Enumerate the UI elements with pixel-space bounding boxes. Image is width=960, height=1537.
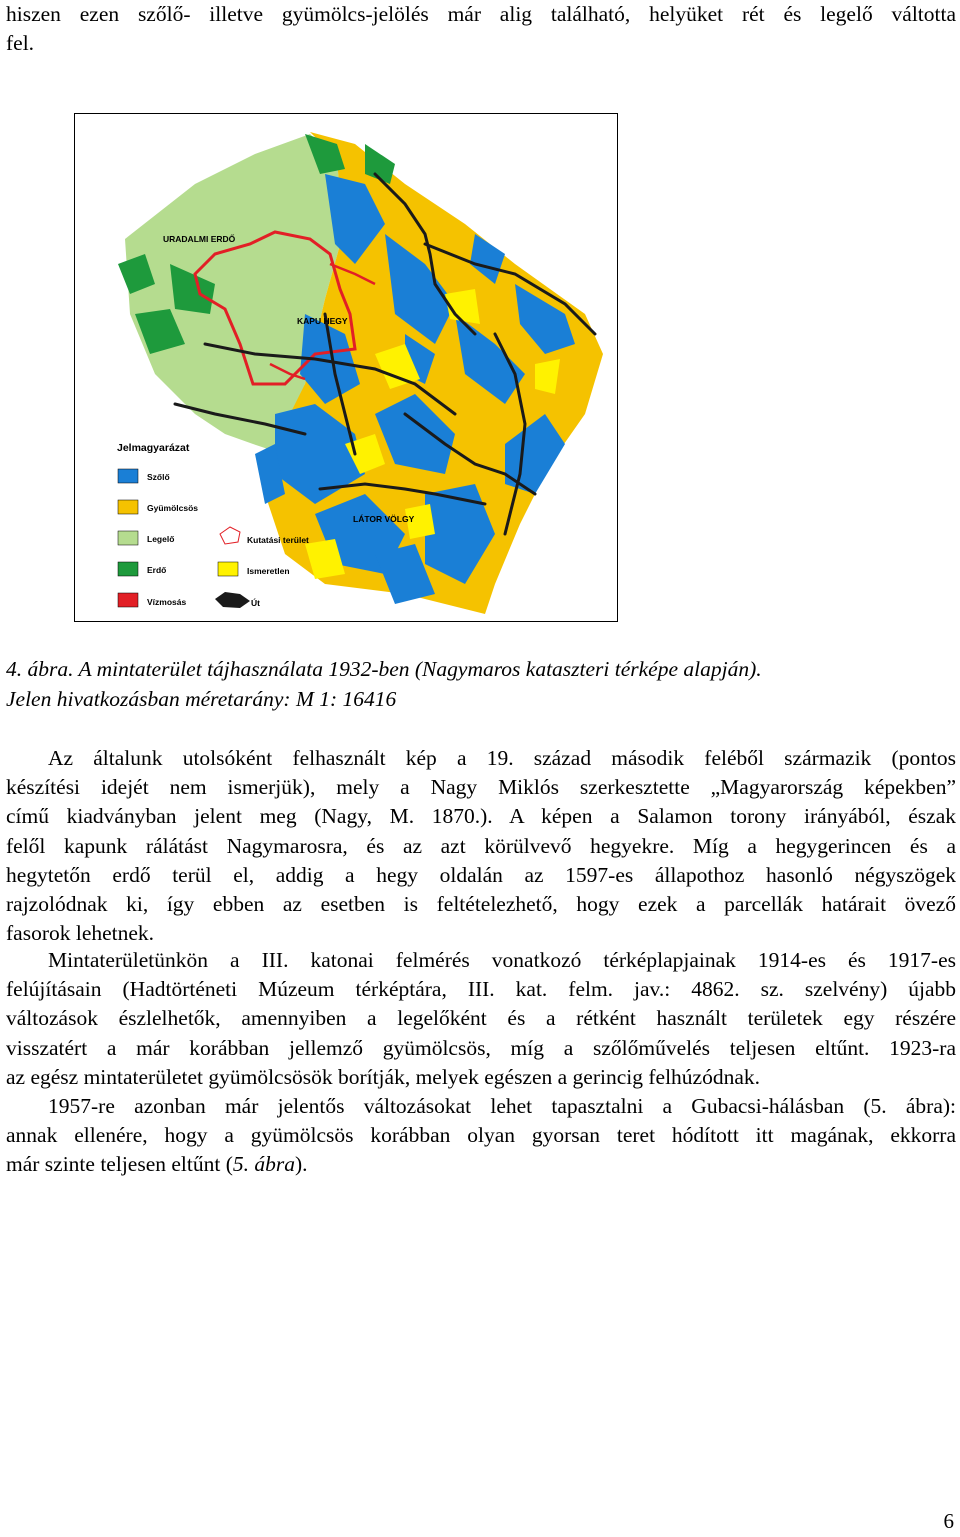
- text-line: az egész mintaterületet gyümölcsösök borítják, melyek egészen a gerincig felhúzódnak.: [6, 1064, 761, 1089]
- text-line: Az általunk utolsóként felhasznált kép a 19. század második feléből származik (pontos: [48, 746, 956, 770]
- paragraph-3: [6, 1092, 956, 1180]
- legend-label-erdo: Erdő: [147, 565, 167, 575]
- text-line: annak ellenére, hogy a gyümölcsös korábban olyan gyorsan teret hódított itt magának, ekkorra: [6, 1123, 956, 1148]
- text-line: fel.: [6, 31, 35, 56]
- legend-label-szolo: Szőlő: [147, 472, 170, 482]
- legend-label-legelo: Legelő: [147, 534, 175, 544]
- label-lator-volgy: LÁTOR VÖLGY: [353, 514, 415, 524]
- legend-swatch-kutatasi-terulet: [220, 527, 240, 544]
- legend-swatch-ut: [215, 592, 250, 608]
- page-number: 6: [943, 1509, 954, 1533]
- legend-swatch-gyumolcsos: [118, 500, 138, 514]
- text-line: hiszen ezen szőlő- illetve gyümölcs-jelölés már alig található, helyüket rét és legelő váltotta: [6, 2, 956, 26]
- label-uradalmi-erdo: URADALMI ERDŐ: [163, 234, 236, 244]
- top-paragraph: [6, 0, 956, 58]
- text-line: hegytetőn erdő terül el, addig a hegy oldalán az 1597-es állapothoz hasonló négyszögek: [6, 862, 956, 887]
- legend-label-ut: Út: [251, 598, 260, 608]
- text-line: felől kapunk rálátást Nagymarosra, és az azt körülvevő hegyekre. Míg a hegygerincen és a: [6, 833, 956, 858]
- land-use-map: [75, 114, 619, 623]
- text-line: felújításain (Hadtörténeti Múzeum térképtára, III. kat. felm. jav.: 4862. sz. szelvény) újabb: [6, 977, 956, 1002]
- legend-swatch-szolo: [118, 469, 138, 483]
- land-use-map-figure: [74, 113, 618, 622]
- legend-label-vizmosas: Vízmosás: [147, 597, 187, 607]
- paragraph-2: [6, 946, 956, 1092]
- text-line: készítési idejét nem ismerjük), mely a Nagy Miklós szerkesztette „Magyarország képekben”: [6, 775, 956, 800]
- figure-reference: 5. ábra: [232, 1152, 295, 1177]
- legend-swatch-legelo: [118, 531, 138, 545]
- caption-line: 4. ábra. A mintaterület tájhasználata 1932-ben (Nagymaros kataszteri térképe alapján).: [6, 657, 762, 681]
- text-line: rajzolódnak ki, így ebben az esetben is feltételezhető, hogy ezek a parcellák határait övező: [6, 892, 956, 917]
- legend-label-gyumolcsos: Gyümölcsös: [147, 503, 199, 513]
- paragraph-1: [6, 744, 956, 948]
- legend-swatch-ismeretlen: [218, 562, 238, 576]
- legend-swatch-vizmosas: [118, 593, 138, 607]
- legend-label-ismeretlen: Ismeretlen: [247, 566, 290, 576]
- label-kapu-hegy: KAPU HEGY: [297, 316, 348, 326]
- text-fragment: már szinte teljesen eltűnt (: [6, 1152, 233, 1177]
- legend-swatch-erdo: [118, 562, 138, 576]
- text-line: [6, 1150, 956, 1179]
- text-fragment: ).: [295, 1152, 308, 1177]
- text-line: Mintaterületünkön a III. katonai felmérés vonatkozó térképlapjainak 1914-es és 1917-es: [48, 948, 956, 972]
- caption-line: Jelen hivatkozásban méretarány: M 1: 16416: [6, 687, 397, 711]
- text-line: című kiadványban jelent meg (Nagy, M. 1870.). A képen a Salamon torony irányából, észak: [6, 804, 956, 829]
- text-line: 1957-re azonban már jelentős változásokat lehet tapasztalni a Gubacsi-hálásban (5. ábra):: [48, 1094, 956, 1118]
- legend-label-kutatasi-terulet: Kutatási terület: [247, 535, 309, 545]
- text-line: változások észlelhetők, amennyiben a legelőként és a rétként használt területek egy részére: [6, 1006, 956, 1031]
- figure-caption: [6, 654, 762, 714]
- text-line: fasorok lehetnek.: [6, 921, 155, 946]
- text-line: visszatért a már korábban jellemző gyümölcsös, míg a szőlőművelés teljesen eltűnt. 1923-ra: [6, 1035, 956, 1060]
- legend-title: Jelmagyarázat: [117, 442, 190, 454]
